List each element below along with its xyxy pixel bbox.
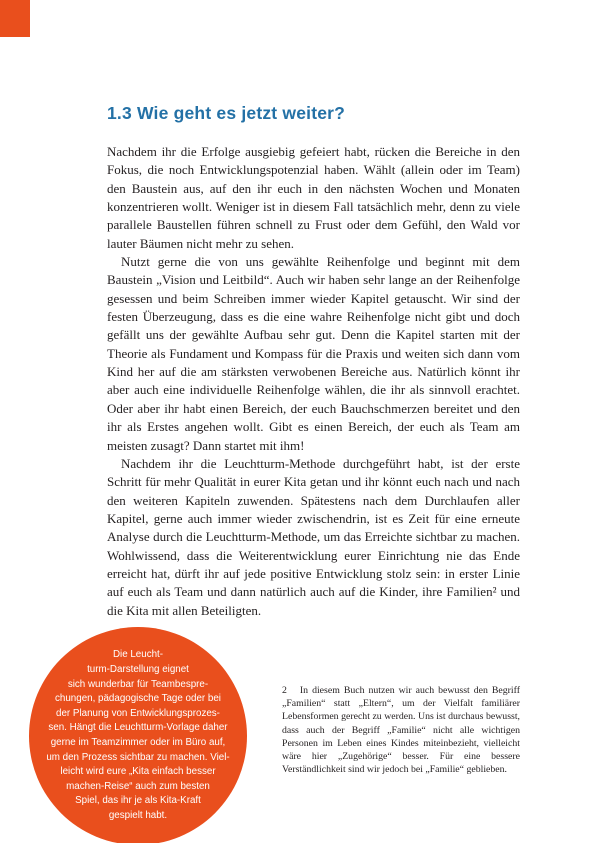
paragraph-1: Nachdem ihr die Erfolge ausgiebig gefeiert habt, rücken die Bereiche in den Fokus, die noch Entwicklungspotenzial haben. Wählt (allein oder im Team) den Baustein aus, auf den ihr euch in den nächsten Wochen und Monaten konzentrieren wollt. Weniger ist in diesem Fall tatsächlich mehr, denn zu viele parallele Baustellen führen schnell zu Frust oder dem Gefühl, den Wald vor lauter Bäumen nicht mehr zu sehen.	[107, 144, 520, 251]
section-heading: 1.3 Wie geht es jetzt weiter?	[107, 103, 346, 123]
tip-circle	[29, 627, 247, 843]
footnote	[282, 684, 520, 776]
paragraph-3: Nachdem ihr die Leuchtturm-Methode durchgeführt habt, ist der erste Schritt für mehr Qualität in eurer Kita getan und ihr könnt euch nach und nach den weiteren Kapiteln zuwenden. Spätestens nach dem Durchlaufen aller Kapitel, gerne auch immer wieder zwischendrin, ist es Zeit für eine erneute Analyse durch die Leuchtturm-Methode, um das Erreichte sichtbar zu machen. Wohlwissend, dass die Weiterentwicklung eurer Einrichtung nie das Ende erreicht hat, dürft ihr auf jede positive Entwicklung stolz sein: in erster Linie auf euch als Team und dann natürlich auch auf die Kinder, ihre Familien² und die Kita mit allen Beteiligten.	[107, 455, 520, 618]
footnote-text: In diesem Buch nutzen wir auch bewusst den Begriff „Familien“ statt „Eltern“, um der Vielfalt familiärer Lebensformen gerecht zu werden. Uns ist durchaus bewusst, dass auch der Begriff „Familie“ nicht alle wichtigen Personen im Leben eines Kindes miteinbezieht, vielleicht wäre hier „Zugehörige“ besser. Für eine bessere Verständlichkeit sind wir jedoch bei „Familie“ geblieben.	[282, 685, 520, 776]
body-text	[107, 143, 520, 620]
page-content	[107, 103, 520, 620]
tip-circle-text: Die Leucht- turm-Darstellung eignet sich wunderbar für Teambespre- chungen, pädagogische Tage oder bei der Planung von Entwicklungsprozes- sen. Hängt die Leuchtturm-Vorlage daher gerne im Teamzimmer oder im Büro auf, um den Prozess sichtbar zu machen. Viel- leicht wird eure „Kita einfach besser machen-Reise“ auch zum besten Spiel, das ihr je als Kita-Kraft gespielt habt.	[46, 649, 230, 821]
footnote-number: 2	[282, 685, 287, 696]
corner-marker	[0, 0, 30, 37]
paragraph-2: Nutzt gerne die von uns gewählte Reihenfolge und beginnt mit dem Baustein „Vision und Leitbild“. Auch wir haben sehr lange an der Reihenfolge gesessen und beim Schreiben immer wieder Kapitel getauscht. Wir sind der festen Überzeugung, dass es die eine wahre Reihenfolge nicht gibt und doch gefällt uns der gewählte Aufbau sehr gut. Denn die Kapitel starten mit der Theorie als Fundament und Kompass für die Praxis und weiten sich dann vom Kind her auf die am stärksten verwobenen Bereiche aus. Natürlich könnt ihr aber auch eine individuelle Reihenfolge wählen, die ihr als sinnvoll erachtet. Oder aber ihr habt einen Bereich, der euch Bauchschmerzen bereitet und den ihr als Erstes angehen wollt. Gibt es einen Bereich, der euch als Team am meisten zusagt? Dann startet mit ihm!	[107, 254, 520, 453]
